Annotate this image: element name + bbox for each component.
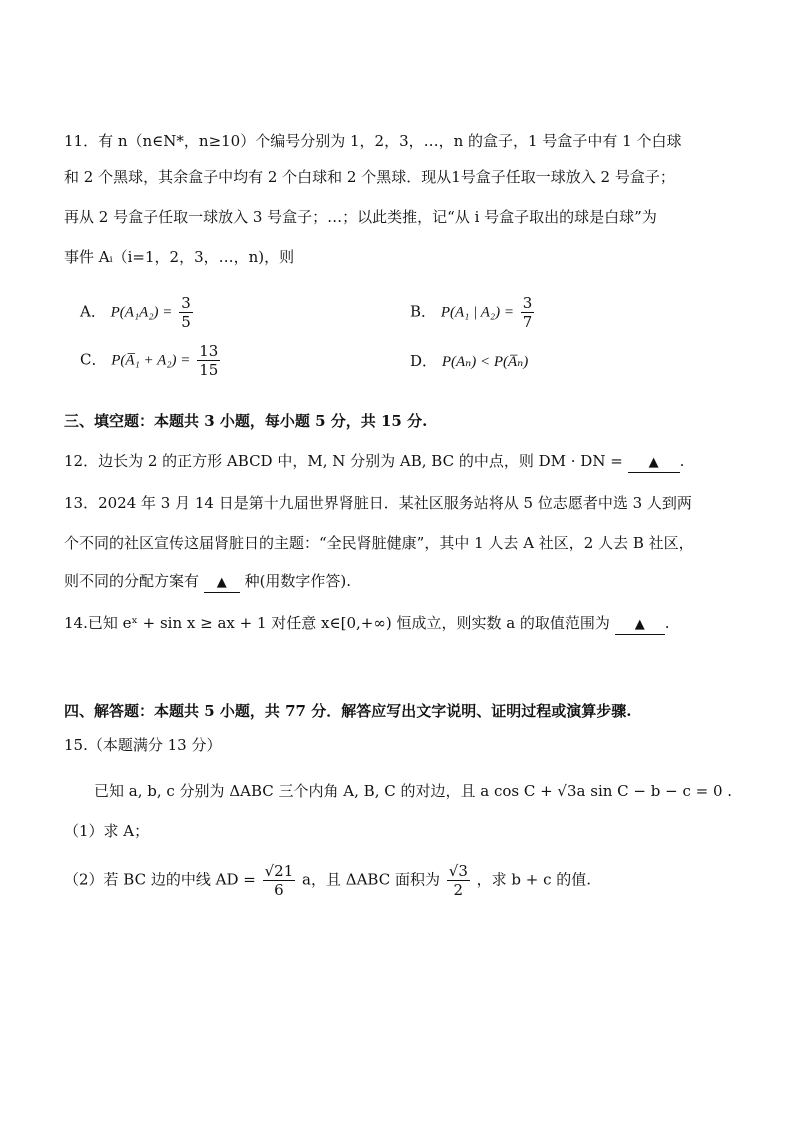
option-a-expression: P(A₁A₂) =	[110, 304, 173, 321]
triangle-icon: ▲	[648, 455, 659, 470]
q15-title: 15.（本题满分 13 分）	[64, 736, 222, 754]
q12-end: .	[679, 452, 685, 470]
q11-option-b	[410, 294, 536, 331]
q15-median-fraction	[263, 862, 296, 899]
area-fraction-numerator: √3	[448, 862, 468, 880]
q15-part-2	[64, 862, 591, 899]
option-b-numerator: 3	[522, 294, 533, 312]
q14-answer-blank	[615, 614, 665, 635]
triangle-icon: ▲	[216, 575, 227, 590]
q13-line-3	[64, 570, 351, 593]
option-c-fraction	[197, 342, 220, 379]
q15-part-2-mid: a，且 ΔABC 面积为	[302, 870, 440, 889]
section-3-heading: 三、填空题：本题共 3 小题，每小题 5 分，共 15 分.	[64, 412, 428, 430]
q15-part-1: （1）求 A；	[64, 822, 150, 840]
q11-line-1: 11．有 n（n∈N*，n≥10）个编号分别为 1，2，3，…，n 的盒子，1 号盒子中有 1 个白球	[64, 132, 682, 150]
q11-option-a	[80, 294, 195, 331]
option-a-fraction	[179, 294, 193, 331]
q11-option-d	[410, 350, 528, 373]
q14-text: 14.已知 eˣ + sin x ≥ ax + 1 对任意 x∈[0,+∞) 恒成立，则实数 a 的取值范围为	[64, 614, 610, 632]
q11-line-2: 和 2 个黑球，其余盒子中均有 2 个白球和 2 个黑球．现从1号盒子任取一球放入 2 号盒子；	[64, 168, 675, 186]
option-c-numerator: 13	[199, 342, 219, 360]
q14-end: .	[664, 614, 670, 632]
option-a-label: A．	[80, 302, 106, 321]
q14	[64, 612, 670, 635]
option-d-label: D．	[410, 352, 438, 370]
q11-line-4: 事件 Aᵢ（i=1，2，3，…，n)，则	[64, 248, 295, 266]
area-fraction-denominator: 2	[453, 881, 464, 899]
option-c-denominator: 15	[199, 361, 219, 379]
q13-line-3-pre: 则不同的分配方案有	[64, 572, 200, 590]
triangle-icon: ▲	[634, 617, 645, 632]
section-4-heading: 四、解答题：本题共 5 小题，共 77 分．解答应写出文字说明、证明过程或演算步骤.	[64, 702, 632, 720]
q13-line-2: 个不同的社区宣传这届肾脏日的主题：“全民肾脏健康”，其中 1 人去 A 社区，2 人去 B 社区，	[64, 534, 694, 552]
option-b-fraction	[521, 294, 535, 331]
median-fraction-numerator: √21	[264, 862, 294, 880]
q15-part-2-post: ，求 b + c 的值.	[476, 870, 592, 889]
q12-answer-blank	[628, 452, 680, 473]
q15-area-fraction	[447, 862, 470, 899]
q12	[64, 450, 684, 473]
q15-part-2-pre: （2）若 BC 边的中线 AD =	[64, 870, 256, 889]
q13-answer-blank	[204, 572, 240, 593]
option-b-expression: P(A₁ | A₂) =	[440, 304, 514, 321]
option-c-label: C．	[80, 350, 107, 369]
option-b-denominator: 7	[522, 313, 533, 331]
q15-stem: 已知 a, b, c 分别为 ΔABC 三个内角 A, B, C 的对边，且 a cos C + √3a sin C − b − c = 0 .	[94, 782, 733, 800]
option-b-label: B．	[410, 302, 437, 321]
q11-line-3: 再从 2 号盒子任取一球放入 3 号盒子；…；以此类推，记“从 i 号盒子取出的球是白球”为	[64, 208, 657, 226]
option-c-expression: P(A̅₁ + A₂) =	[111, 352, 191, 369]
q13-line-3-post: 种(用数字作答).	[244, 572, 352, 590]
q11-option-c	[80, 342, 222, 379]
median-fraction-denominator: 6	[274, 881, 284, 899]
option-a-numerator: 3	[181, 294, 191, 312]
q12-text: 12．边长为 2 的正方形 ABCD 中，M, N 分别为 AB, BC 的中点，则 DM · DN =	[64, 452, 623, 470]
option-d-expression: P(Aₙ) < P(A̅ₙ)	[441, 354, 529, 370]
q13-line-1: 13．2024 年 3 月 14 日是第十九届世界肾脏日．某社区服务站将从 5 位志愿者中选 3 人到两	[64, 494, 692, 512]
option-a-denominator: 5	[181, 313, 191, 331]
